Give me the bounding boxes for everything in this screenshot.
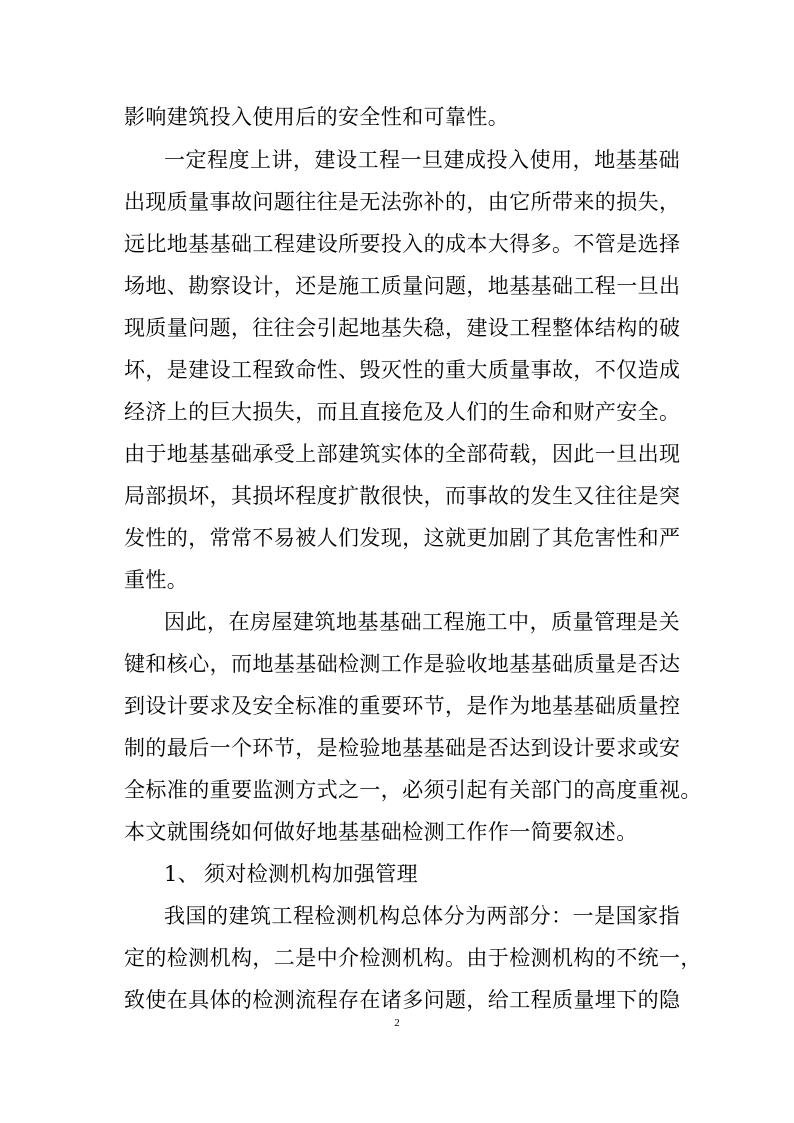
paragraph-line: 因此，在房屋建筑地基基础工程施工中，质量管理是关	[164, 610, 680, 634]
paragraph-line: 一定程度上讲，建设工程一旦建成投入使用，地基基础	[164, 148, 680, 172]
paragraph-line: 局部损坏，其损坏程度扩散很快，而事故的发生又往往是突	[124, 484, 681, 508]
paragraph-line: 本文就围绕如何做好地基基础检测工作作一简要叙述。	[124, 820, 638, 844]
page-number: 2	[394, 1017, 400, 1029]
section-heading-title: 须对检测机构加强管理	[204, 862, 418, 886]
paragraph-line: 发性的，常常不易被人们发现，这就更加剧了其危害性和严	[124, 526, 681, 550]
paragraph-line: 键和核心，而地基基础检测工作是验收地基基础质量是否达	[124, 652, 681, 676]
section-heading-number: 1、	[164, 862, 200, 886]
paragraph-line: 致使在具体的检测流程存在诸多问题，给工程质量埋下的隐	[124, 988, 681, 1012]
paragraph-line: 制的最后一个环节，是检验地基基础是否达到设计要求或安	[124, 736, 681, 760]
paragraph-line: 影响建筑投入使用后的安全性和可靠性。	[124, 105, 510, 129]
paragraph-line: 现质量问题，往往会引起地基失稳，建设工程整体结构的破	[124, 316, 681, 340]
paragraph-line: 坏，是建设工程致命性、毁灭性的重大质量事故，不仅造成	[124, 358, 681, 382]
paragraph-line: 我国的建筑工程检测机构总体分为两部分：一是国家指	[164, 904, 680, 928]
paragraph-line: 经济上的巨大损失，而且直接危及人们的生命和财产安全。	[124, 400, 681, 424]
paragraph-line: 重性。	[124, 568, 189, 592]
paragraph-line: 到设计要求及安全标准的重要环节，是作为地基基础质量控	[124, 694, 681, 718]
paragraph-line: 场地、勘察设计，还是施工质量问题，地基基础工程一旦出	[124, 274, 681, 298]
paragraph-line: 全标准的重要监测方式之一，必须引起有关部门的高度重视。	[124, 778, 702, 802]
paragraph-line: 出现质量事故问题往往是无法弥补的，由它所带来的损失，	[124, 190, 681, 214]
paragraph-line: 定的检测机构，二是中介检测机构。由于检测机构的不统一，	[124, 946, 702, 970]
paragraph-line: 由于地基基础承受上部建筑实体的全部荷载，因此一旦出现	[124, 442, 681, 466]
paragraph-line: 远比地基基础工程建设所要投入的成本大得多。不管是选择	[124, 232, 681, 256]
section-heading	[164, 856, 418, 892]
